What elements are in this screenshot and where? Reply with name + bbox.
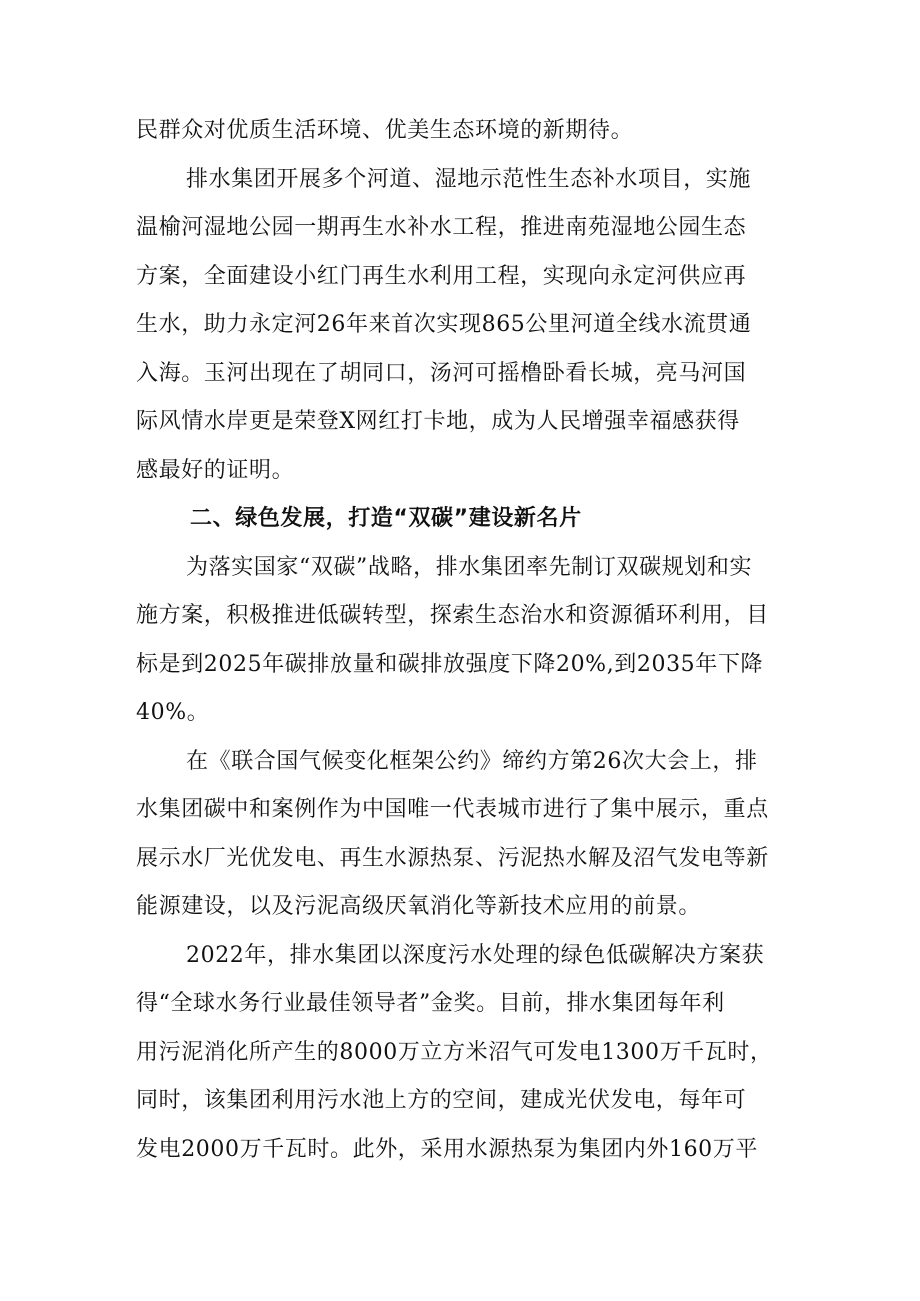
text-line-13: 40%。 bbox=[136, 700, 210, 725]
text-line-5: 生水，助力永定河26年来首次实现865公里河道全线水流贯通 bbox=[136, 312, 752, 337]
text-line-16: 展示水厂光优发电、再生水源热泵、污泥热水解及沼气发电等新 bbox=[136, 845, 769, 871]
text-line-7: 际风情水岸更是荣登X网红打卡地，成为人民增强幸福感获得 bbox=[136, 409, 740, 434]
text-line-21: 同时，该集团利用污水池上方的空间，建成光伏发电，每年可 bbox=[136, 1088, 747, 1113]
document-body bbox=[136, 107, 784, 1174]
paragraph-start-line: 排水集团开展多个河道、湿地示范性生态补水项目，实施 bbox=[186, 166, 752, 192]
text-line-12: 标是到2025年碳排放量和碳排放强度下降20%,到2035年下降 bbox=[136, 651, 764, 677]
text-line-11: 施方案，积极推进低碳转型，探索生态治水和资源循环利用，目 bbox=[136, 603, 769, 628]
text-line-3: 温榆河湿地公园一期再生水补水工程，推进南苑湿地公园生态 bbox=[136, 215, 747, 240]
paragraph-start-line: 2022年，排水集团以深度污水处理的绿色低碳解决方案获 bbox=[186, 942, 765, 968]
paragraph-start-line: 在《联合国气候变化框架公约》缔约方第26次大会上，排 bbox=[186, 748, 758, 774]
text-line-20: 用污泥消化所产生的8000万立方米沼气可发电1300万千瓦时， bbox=[136, 1039, 773, 1065]
text-line-1: 民群众对优质生活环境、优美生态环境的新期待。 bbox=[136, 118, 634, 143]
text-line-19: 得“全球水务行业最佳领导者”金奖。目前，排水集团每年利 bbox=[136, 991, 725, 1016]
section-heading: 二、绿色发展，打造“双碳”建设新名片 bbox=[190, 506, 582, 531]
text-line-17: 能源建设，以及污泥高级厌氧消化等新技术应用的前景。 bbox=[136, 894, 702, 919]
text-line-4: 方案，全面建设小红门再生水利用工程，实现向永定河供应再 bbox=[136, 263, 747, 289]
paragraph-start-line: 为落实国家“双碳”战略，排水集团率先制订双碳规划和实 bbox=[186, 554, 753, 580]
text-line-15: 水集团碳中和案例作为中国唯一代表城市进行了集中展示，重点 bbox=[136, 797, 769, 822]
text-line-6: 入海。玉河出现在了胡同口，汤河可摇橹卧看长城，亮马河国 bbox=[136, 360, 747, 386]
text-line-8: 感最好的证明。 bbox=[136, 457, 295, 483]
text-line-22: 发电2000万千瓦时。此外，采用水源热泵为集团内外160万平 bbox=[136, 1136, 758, 1162]
